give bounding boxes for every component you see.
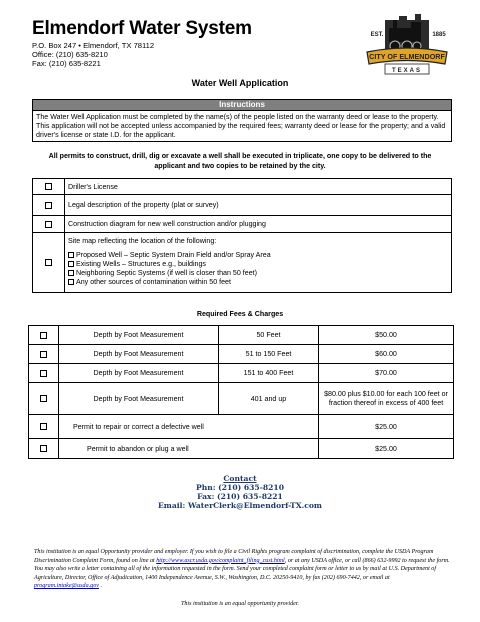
org-fax: Fax: (210) 635-8221 xyxy=(32,59,101,68)
fee-row xyxy=(29,364,454,383)
checklist-label: Legal description of the property (plat or survey) xyxy=(65,195,452,216)
fee-item: Depth by Foot Measurement xyxy=(59,383,219,415)
checkbox[interactable] xyxy=(40,423,47,430)
fee-amount: $60.00 xyxy=(319,345,454,364)
contact-title: Contact xyxy=(223,474,257,483)
checklist-row xyxy=(33,179,452,195)
fee-row xyxy=(29,415,454,439)
checklist-row xyxy=(33,216,452,233)
triplicate-notice: All permits to construct, drill, dig or excavate a well shall be executed in triplicate, one copy to be delivered to the applicant and two copies to be retained by the city. xyxy=(48,152,432,170)
checklist-row xyxy=(33,233,452,293)
logo-est: EST. xyxy=(370,32,384,38)
checkbox[interactable] xyxy=(45,259,52,266)
checkbox[interactable] xyxy=(40,395,47,402)
city-of-elmendorf-logo xyxy=(355,14,459,78)
fee-range: 401 and up xyxy=(219,383,319,415)
site-map-item: Existing Wells – Structures e.g., buildings xyxy=(76,260,206,268)
fee-range: 51 to 150 Feet xyxy=(219,345,319,364)
footer-text: . xyxy=(98,583,103,590)
checkbox[interactable] xyxy=(68,279,74,285)
fee-item: Depth by Foot Measurement xyxy=(59,326,219,345)
checkbox[interactable] xyxy=(45,183,52,190)
fee-item: Depth by Foot Measurement xyxy=(59,345,219,364)
contact-fax: Fax: (210) 635-8221 xyxy=(197,492,283,501)
org-address: P.O. Box 247 • Elmendorf, TX 78112 xyxy=(32,41,155,50)
usda-complaint-link[interactable]: http://www.ascr.usda.gov/complaint_filing_cust.html xyxy=(156,557,285,564)
fee-row xyxy=(29,345,454,364)
fee-row xyxy=(29,383,454,415)
checkbox[interactable] xyxy=(68,270,74,276)
instructions-text: The Water Well Application must be completed by the name(s) of the people listed on the warranty deed or lease to the property. This application will not be accepted unless accompanied by the required fees; warranty deed or lease for the property; and a valid driver's license or state I.D. for the applicant. xyxy=(33,110,451,141)
checklist-label: Driller's License xyxy=(65,179,452,195)
fee-amount: $70.00 xyxy=(319,364,454,383)
checkbox[interactable] xyxy=(40,370,47,377)
contact-email[interactable]: Email: WaterClerk@Elmendorf-TX.com xyxy=(158,501,322,510)
fee-amount: $50.00 xyxy=(319,326,454,345)
contact-phone: Phn: (210) 635-8210 xyxy=(195,483,285,492)
fee-range: 50 Feet xyxy=(219,326,319,345)
contact-block xyxy=(0,474,480,510)
logo-state: TEXAS xyxy=(391,68,423,74)
site-map-item: Proposed Well – Septic System Drain Field and/or Spray Area xyxy=(76,251,271,259)
checkbox[interactable] xyxy=(40,351,47,358)
fee-item: Permit to abandon or plug a well xyxy=(59,439,319,459)
fee-item: Depth by Foot Measurement xyxy=(59,364,219,383)
fees-title: Required Fees & Charges xyxy=(196,310,284,318)
checklist-label: Construction diagram for new well construction and/or plugging xyxy=(65,216,452,233)
fee-row xyxy=(29,326,454,345)
fee-amount: $80.00 plus $10.00 for each 100 feet or fraction thereof in excess of 400 feet xyxy=(319,383,454,415)
usda-email-link[interactable]: program.intake@usda.gov xyxy=(34,583,99,590)
instructions-heading: Instructions xyxy=(33,100,451,110)
fee-amount: $25.00 xyxy=(319,439,454,459)
checklist-row xyxy=(33,195,452,216)
fee-amount: $25.00 xyxy=(319,415,454,439)
fee-item: Permit to repair or correct a defective well xyxy=(59,415,319,439)
checkbox[interactable] xyxy=(40,445,47,452)
logo-year: 1885 xyxy=(432,32,446,38)
equal-opportunity-line: This institution is an equal opportunity provider. xyxy=(180,601,300,607)
site-map-item: Any other sources of contamination within 50 feet xyxy=(76,278,231,286)
checkbox[interactable] xyxy=(68,261,74,267)
header xyxy=(32,18,452,74)
documents-checklist xyxy=(32,178,452,293)
checkbox[interactable] xyxy=(45,202,52,209)
org-name: Elmendorf Water System xyxy=(32,18,252,39)
logo-banner: CITY OF ELMENDORF xyxy=(369,52,445,61)
fee-range: 151 to 400 Feet xyxy=(219,364,319,383)
checkbox[interactable] xyxy=(40,332,47,339)
checkbox[interactable] xyxy=(45,221,52,228)
instructions-box xyxy=(32,99,452,142)
footer-text: This institution is an equal Opportunity provider and employer. If you wish to file a Civil Rights program complaint of discrimination, complete the USDA Program Discrimination Complaint Form, found on line at xyxy=(34,549,434,564)
fee-row xyxy=(29,439,454,459)
checklist-label: Site map reflecting the location of the following: xyxy=(68,237,217,245)
nondiscrimination-statement xyxy=(34,548,450,591)
form-title: Water Well Application xyxy=(191,78,289,88)
site-map-item: Neighboring Septic Systems (if well is closer than 50 feet) xyxy=(76,269,257,277)
footer-text: , or at any USDA office, or call (866) 632-9992 to request the form. You may also write a letter containing all of the information requested in the form. Send your completed complaint form or letter to us by mail at U.S. Department of Agriculture, Director, Office of Adjudication, 1400 Independence Avenue, S.W., Washington, D.C. 20250-9410, by fax (202) 690-7442, or email at xyxy=(34,557,450,581)
checkbox[interactable] xyxy=(68,252,74,258)
org-office-phone: Office: (210) 635-8210 xyxy=(32,50,108,59)
fees-table xyxy=(28,325,454,459)
